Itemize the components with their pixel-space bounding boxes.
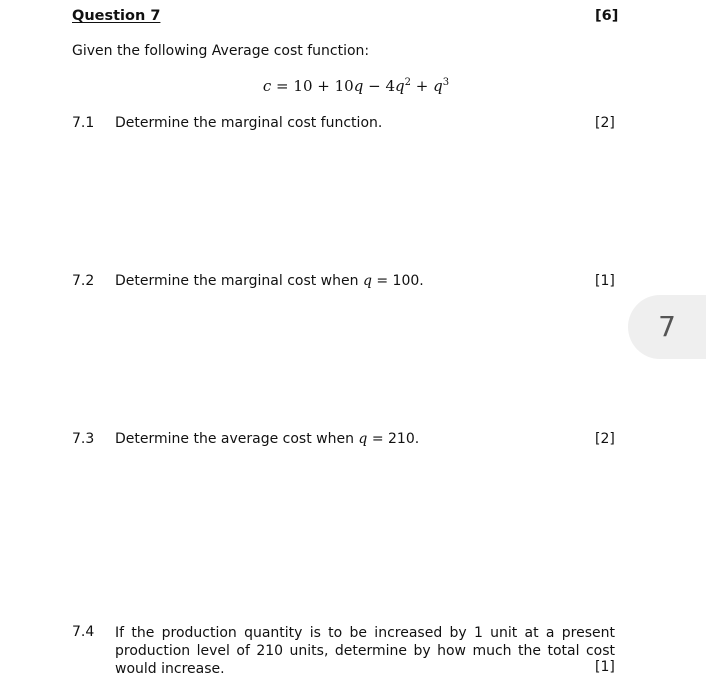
formula-term-3: $q^3$ [433,77,450,95]
subquestion-text-7-3: Determine the average cost when q = 210. [115,431,420,447]
formula-term-1: 10q [334,77,364,95]
subquestion-marks-7-4: [1] [595,659,615,675]
formula-minus: − [368,77,381,95]
subquestion-marks-7-2: [1] [595,273,615,289]
subquestion-text-7-4: If the production quantity is to be increased by 1 unit at a present production level of 210 units, determine by how much the total cost would increase. [115,625,615,677]
cost-function-formula [0,77,706,95]
formula-plus-1: + [317,77,330,95]
subquestion-number-7-2: 7.2 [72,273,95,289]
subquestion-marks-7-3: [2] [595,431,615,447]
side-page-tab[interactable] [628,295,706,359]
formula-lhs: c [262,77,272,95]
subquestion-text-7-2: Determine the marginal cost when q = 100. [115,273,424,289]
subquestion-number-7-3: 7.3 [72,431,95,447]
subquestion-marks-7-1: [2] [595,115,615,131]
formula-equals: = [276,77,289,95]
formula-plus-2: + [415,77,429,95]
question-intro: Given the following Average cost function: [72,43,370,59]
side-page-tab-label: 7 [658,310,676,343]
subquestion-number-7-4: 7.4 [72,624,95,640]
formula-const: 10 [293,77,313,95]
formula-term-2: $4q^2$ [385,77,412,95]
subquestion-text-7-1: Determine the marginal cost function. [115,115,383,131]
subquestion-number-7-1: 7.1 [72,115,95,131]
question-total-marks: [6] [595,8,619,24]
question-title: Question 7 [72,8,161,24]
